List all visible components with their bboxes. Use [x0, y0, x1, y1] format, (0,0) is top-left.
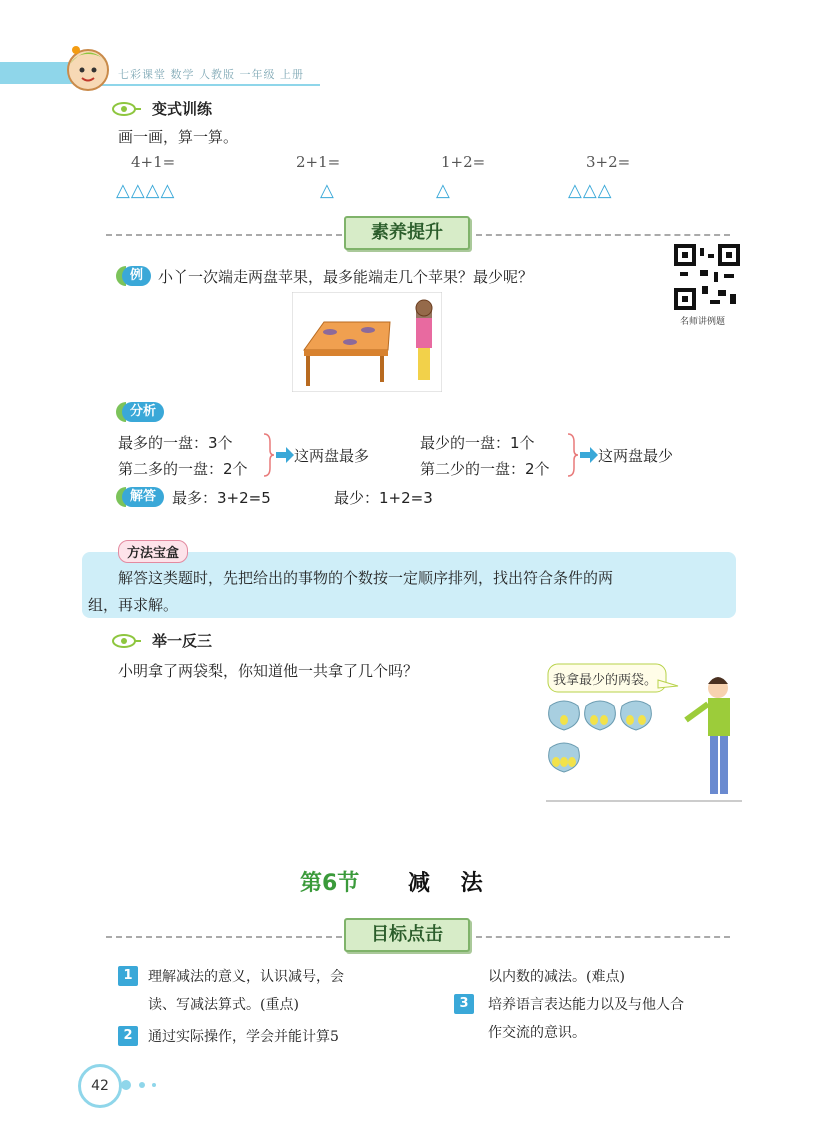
- dashed-divider: [106, 936, 342, 938]
- method-line2: 组，再求解。: [88, 596, 179, 614]
- dashed-divider: [106, 234, 342, 236]
- analysis-left-result: 这两盘最多: [294, 447, 370, 465]
- answer-tag: 解答: [122, 487, 164, 507]
- triangles-3: △: [436, 180, 451, 201]
- page-number: 42: [78, 1064, 122, 1108]
- example-tag: 例: [122, 266, 151, 286]
- goals-banner: 目标点击: [344, 918, 470, 952]
- triangles-2: △: [320, 180, 335, 201]
- header-line: [100, 84, 320, 86]
- variant-instruction: 画一画，算一算。: [118, 128, 239, 146]
- qr-code-icon[interactable]: [674, 244, 740, 310]
- goal-2-line1: 通过实际操作，学会并能计算5: [148, 1029, 339, 1045]
- analysis-right-line1: 最少的一盘：1个: [420, 434, 535, 452]
- equation-2: 2+1=: [296, 153, 341, 171]
- goal-number: 1: [118, 966, 138, 986]
- section-prefix: 第6节: [300, 871, 360, 896]
- triangles-1: △△△△: [116, 180, 176, 201]
- eye-icon: [112, 102, 142, 116]
- section-title: 减 法: [408, 870, 483, 896]
- method-line1: 解答这类题时，先把给出的事物的个数按一定顺序排列，找出符合条件的两: [118, 569, 614, 587]
- goal-2-line2: 以内数的减法。(难点): [488, 969, 625, 985]
- analysis-right-line2: 第二少的一盘：2个: [420, 460, 550, 478]
- method-tag: 方法宝盒: [118, 540, 188, 563]
- analysis-right-result: 这两盘最少: [598, 447, 674, 465]
- goal-1-line2: 读、写减法算式。(重点): [148, 997, 299, 1013]
- table-girl-illustration: [292, 292, 442, 392]
- example-question: 小丫一次端走两盘苹果，最多能端走几个苹果？最少呢？: [158, 268, 534, 286]
- goal-1-line1: 理解减法的意义，认识减号，会: [148, 969, 344, 985]
- equation-3: 1+2=: [441, 153, 486, 171]
- variant-training-label: 变式训练: [152, 100, 213, 118]
- equation-4: 3+2=: [586, 153, 631, 171]
- eye-icon: [112, 634, 142, 648]
- triangles-4: △△△: [568, 180, 613, 201]
- goal-3-line2: 作交流的意识。: [488, 1025, 586, 1041]
- header-book-info: 七彩课堂 数学 人教版 一年级 上册: [118, 68, 304, 81]
- practice-question: 小明拿了两袋梨，你知道他一共拿了几个吗？: [118, 662, 419, 680]
- qr-caption: 名师讲例题: [680, 317, 726, 327]
- analysis-tag: 分析: [122, 402, 164, 422]
- analysis-left-line2: 第二多的一盘：2个: [118, 460, 248, 478]
- speech-bubble-text: 我拿最少的两袋。: [553, 673, 658, 688]
- dashed-divider: [476, 936, 730, 938]
- goal-number: 2: [118, 1026, 138, 1046]
- analysis-left-line1: 最多的一盘：3个: [118, 434, 233, 452]
- mascot-icon: [60, 40, 116, 96]
- equation-1: 4+1=: [131, 153, 176, 171]
- practice-label: 举一反三: [152, 632, 213, 650]
- goal-number: 3: [454, 994, 474, 1014]
- literacy-banner: 素养提升: [344, 216, 470, 250]
- answer-most: 最多：3+2=5: [172, 489, 271, 507]
- dashed-divider: [476, 234, 730, 236]
- dots-decoration-icon: [120, 1078, 164, 1092]
- goal-3-line1: 培养语言表达能力以及与他人合: [488, 997, 684, 1013]
- answer-least: 最少：1+2=3: [334, 489, 433, 507]
